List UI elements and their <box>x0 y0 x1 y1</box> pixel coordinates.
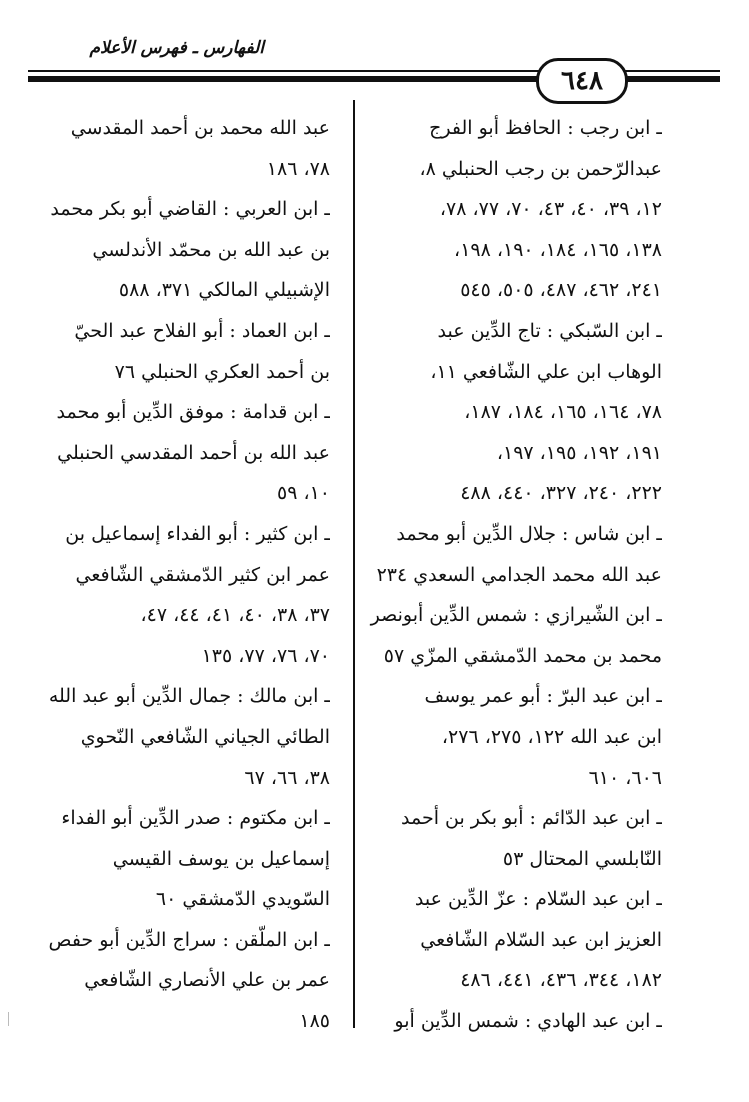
index-entry-line: ـ ابن العربي : القاضي أبو بكر محمد <box>50 198 330 221</box>
running-title: الفهارس ـ فهرس الأعلام <box>89 38 264 58</box>
page-number-badge: ٦٤٨ <box>536 58 628 104</box>
index-entry-line: ١٨٥ <box>299 1010 330 1033</box>
index-entry-line: ٣٧، ٣٨، ٤٠، ٤١، ٤٤، ٤٧، <box>140 604 330 627</box>
index-entry-line: الطائي الجياني الشّافعي النّحوي <box>80 725 330 748</box>
index-column-right <box>362 108 662 1042</box>
index-entry-line: الوهاب ابن علي الشّافعي ١١، <box>430 360 662 383</box>
index-entry-line: ٢٢٢، ٢٤٠، ٣٢٧، ٤٤٠، ٤٨٨ <box>460 482 662 505</box>
index-entry-line: ـ ابن الملّقن : سراج الدِّين أبو حفص <box>48 928 330 951</box>
page-header <box>28 36 720 106</box>
index-entry-line: الإشبيلي المالكي ٣٧١، ٥٨٨ <box>118 279 330 302</box>
index-entry-line: ٣٨، ٦٦، ٦٧ <box>244 766 330 789</box>
index-entry-line: ٧٨، ١٦٤، ١٦٥، ١٨٤، ١٨٧، <box>464 401 662 424</box>
index-entry-line: ١٣٨، ١٦٥، ١٨٤، ١٩٠، ١٩٨، <box>454 238 662 261</box>
index-entry-line: ـ ابن مالك : جمال الدِّين أبو عبد الله <box>48 685 330 708</box>
index-column-left <box>30 108 330 1042</box>
index-entry-line: السّويدي الدّمشقي ٦٠ <box>155 888 330 911</box>
index-entry-line: ٦٠٦، ٦١٠ <box>588 766 662 789</box>
index-entry-line: ـ ابن عبد السّلام : عزّ الدِّين عبد <box>414 888 662 911</box>
index-entry-line: ـ ابن قدامة : موفق الدِّين أبو محمد <box>56 401 330 424</box>
index-entry-line: ـ ابن شاس : جلال الدِّين أبو محمد <box>396 522 662 545</box>
index-entry-line: بن عبد الله بن محمّد الأندلسي <box>92 238 330 261</box>
index-entry-line: ـ ابن عبد البرّ : أبو عمر يوسف <box>424 685 662 708</box>
index-entry-line: عبد الله بن أحمد المقدسي الحنبلي <box>57 441 330 464</box>
index-entry-line: ـ ابن مكتوم : صدر الدِّين أبو الفداء <box>61 807 330 830</box>
index-entry-line: ١٩١، ١٩٢، ١٩٥، ١٩٧، <box>496 441 662 464</box>
margin-mark <box>8 1012 9 1026</box>
index-entry-line: ـ ابن السّبكي : تاج الدِّين عبد <box>437 319 662 342</box>
index-entry-line: محمد بن محمد الدّمشقي المزّي ٥٧ <box>383 644 662 667</box>
index-entry-line: إسماعيل بن يوسف القيسي <box>112 847 330 870</box>
index-entry-line: عبد الله محمد الجدامي السعدي ٢٣٤ <box>376 563 662 586</box>
index-entry-line: ـ ابن رجب : الحافظ أبو الفرج <box>429 117 662 139</box>
index-entry-line: عمر بن علي الأنصاري الشّافعي <box>84 969 330 992</box>
index-entry-line: ـ ابن العماد : أبو الفلاح عبد الحيّ <box>74 319 330 342</box>
index-entry-line: ـ ابن كثير : أبو الفداء إسماعيل بن <box>65 522 330 545</box>
index-entry-line: ٢٤١، ٤٦٢، ٤٨٧، ٥٠٥، ٥٤٥ <box>460 279 662 302</box>
column-divider <box>353 100 355 1028</box>
index-entry-line: ١٢، ٣٩، ٤٠، ٤٣، ٧٠، ٧٧، ٧٨، <box>439 198 662 221</box>
index-entry-line: ـ ابن عبد الدّائم : أبو بكر بن أحمد <box>401 807 662 830</box>
index-entry-line: ١٠، ٥٩ <box>276 482 330 505</box>
index-entry-line: النّابلسي المحتال ٥٣ <box>502 847 662 870</box>
index-entry-line: العزيز ابن عبد السّلام الشّافعي <box>420 928 662 951</box>
index-entry-line: عبدالرّحمن بن رجب الحنبلي ٨، <box>419 157 662 180</box>
index-entry-line: ٧٠، ٧٦، ٧٧، ١٣٥ <box>201 644 330 667</box>
index-entry-line: ١٨٢، ٣٤٤، ٤٣٦، ٤٤١، ٤٨٦ <box>460 969 662 992</box>
index-entry-line: ـ ابن الشّيرازي : شمس الدِّين أبونصر <box>370 604 662 627</box>
index-entry-line: بن أحمد العكري الحنبلي ٧٦ <box>114 360 330 383</box>
index-entry-line: عبد الله محمد بن أحمد المقدسي <box>70 117 330 139</box>
index-entry-line: ـ ابن عبد الهادي : شمس الدِّين أبو <box>394 1010 662 1033</box>
index-entry-line: ابن عبد الله ١٢٢، ٢٧٥، ٢٧٦، <box>441 725 662 748</box>
index-entry-line: ٧٨، ١٨٦ <box>266 157 330 180</box>
index-entry-line: عمر ابن كثير الدّمشقي الشّافعي <box>75 563 330 586</box>
